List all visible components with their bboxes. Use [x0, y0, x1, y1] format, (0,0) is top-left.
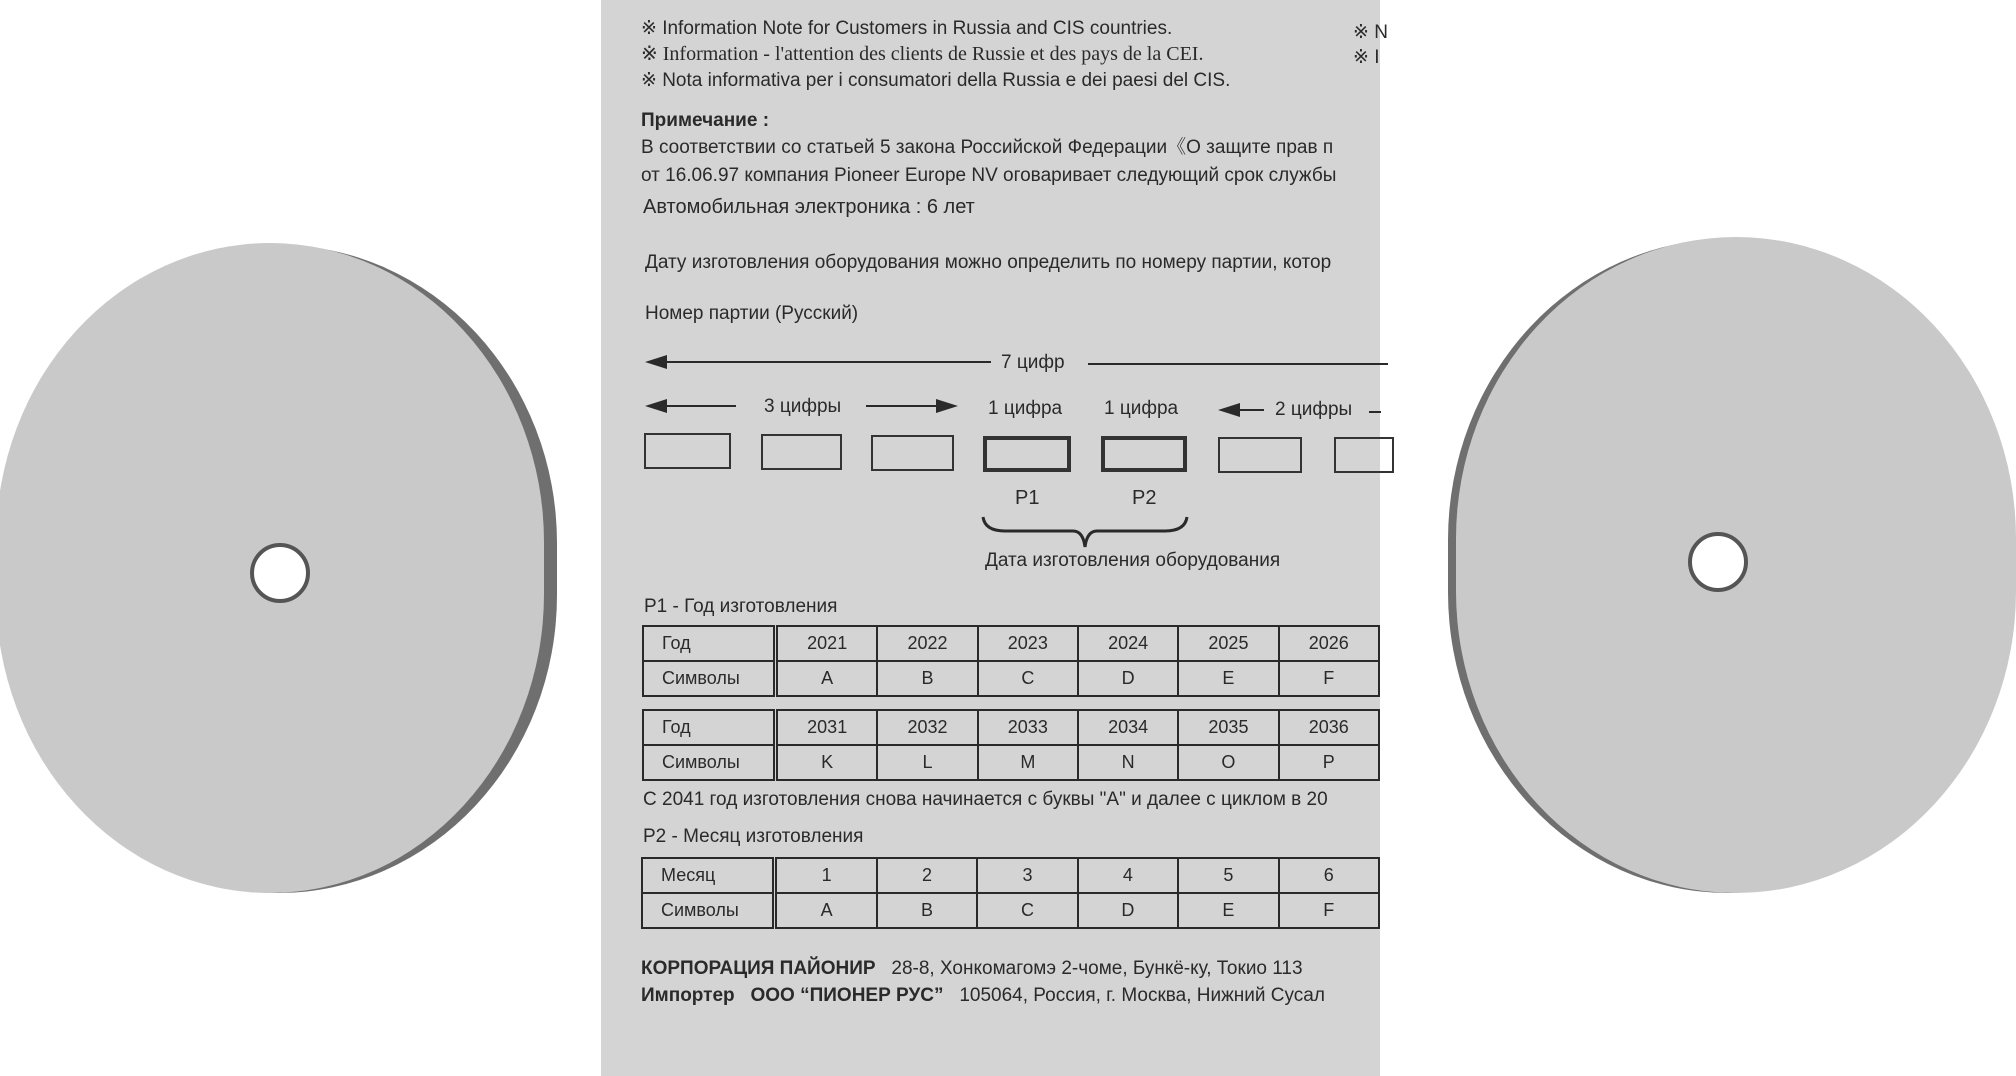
table-cell: F	[1279, 893, 1379, 928]
importer-line	[641, 985, 1325, 1007]
table-cell: 3	[977, 858, 1077, 893]
table-cell: 2033	[978, 710, 1078, 745]
table-cell: D	[1078, 661, 1178, 696]
table-cell: 2026	[1279, 626, 1379, 661]
table-cell: 2035	[1178, 710, 1278, 745]
digit-box	[871, 435, 954, 471]
felt-pad-left	[0, 245, 557, 893]
value-row	[642, 858, 1379, 893]
lot-title: Номер партии (Русский)	[645, 303, 859, 324]
table-cell: E	[1178, 893, 1278, 928]
table-cell: D	[1078, 893, 1178, 928]
importer-label: Импортер	[641, 985, 735, 1006]
importer-name: ООО “ПИОНЕР РУС”	[750, 985, 944, 1006]
importer-address: 105064, Россия, г. Москва, Нижний Сусал	[959, 985, 1325, 1006]
row-header: Месяц	[642, 858, 775, 893]
seven-digits-label: 7 цифр	[1001, 352, 1065, 373]
remark-title: Примечание :	[641, 110, 770, 131]
table-cell: 2031	[776, 710, 878, 745]
table-cell: 2024	[1078, 626, 1178, 661]
table-cell: O	[1178, 745, 1278, 780]
month-table	[641, 857, 1380, 929]
arrow-line	[1236, 409, 1264, 411]
value-row	[643, 626, 1379, 661]
date-intro: Дату изготовления оборудования можно определить по номеру партии, котор	[645, 252, 1332, 273]
table-cell: 2023	[978, 626, 1078, 661]
table-cell: 4	[1078, 858, 1178, 893]
arrow-line	[661, 405, 736, 407]
table-cell: 5	[1178, 858, 1278, 893]
table-cell: 2034	[1078, 710, 1178, 745]
year-table	[642, 625, 1380, 697]
note-en: ※ Information Note for Customers in Russia and CIS countries.	[641, 18, 1173, 39]
arrow-line	[866, 405, 941, 407]
corp-address: 28-8, Хонкомагомэ 2-чоме, Бункё-ку, Токио 113	[891, 958, 1303, 979]
three-digits-label: 3 цифры	[764, 396, 842, 417]
note-right-2: ※ I	[1353, 47, 1380, 68]
table-cell: 2025	[1178, 626, 1278, 661]
remark-line: от 16.06.97 компания Pioneer Europe NV оговаривает следующий срок службы	[641, 165, 1337, 186]
date-label: Дата изготовления оборудования	[985, 550, 1281, 571]
table-cell: 2	[877, 858, 977, 893]
corp-name: КОРПОРАЦИЯ ПАЙОНИР	[641, 958, 876, 979]
symbol-row	[642, 893, 1379, 928]
brace-icon	[981, 515, 1191, 551]
table-cell: E	[1178, 661, 1278, 696]
table-cell: 1	[775, 858, 877, 893]
value-row	[643, 710, 1379, 745]
digit-box	[1218, 437, 1302, 473]
arrow-line	[661, 361, 991, 363]
table-cell: C	[977, 893, 1077, 928]
table-cell: P	[1279, 745, 1379, 780]
p1-label: P1	[1015, 487, 1040, 509]
table-cell: L	[877, 745, 977, 780]
corp-line	[641, 958, 1303, 980]
symbol-row	[643, 745, 1379, 780]
pad-hole	[250, 543, 310, 603]
remark-line: Автомобильная электроника : 6 лет	[643, 196, 975, 218]
table-cell: B	[877, 893, 977, 928]
remark-line: В соответствии со статьей 5 закона Российской Федерации《О защите прав п	[641, 137, 1334, 158]
arrow-line	[1369, 411, 1381, 413]
two-digits-label: 2 цифры	[1275, 399, 1353, 420]
table-cell: B	[877, 661, 977, 696]
table-cell: C	[978, 661, 1078, 696]
digit-box	[644, 433, 731, 469]
table-cell: 2021	[776, 626, 878, 661]
cycle-note: С 2041 год изготовления снова начинается с буквы "А" и далее с циклом в 20	[643, 789, 1328, 810]
row-header: Год	[643, 626, 776, 661]
note-fr: ※ Information - l'attention des clients de Russie et des pays de la CEI.	[641, 43, 1204, 65]
digit-box	[1334, 437, 1394, 473]
symbol-row	[643, 661, 1379, 696]
table-cell: 6	[1279, 858, 1379, 893]
digit-box	[761, 434, 842, 470]
table-cell: M	[978, 745, 1078, 780]
table-cell: 2022	[877, 626, 977, 661]
p2-title: P2 - Месяц изготовления	[643, 826, 864, 847]
one-digit-label: 1 цифра	[1104, 398, 1179, 419]
felt-pad-right	[1448, 239, 2008, 893]
table-cell: A	[776, 661, 878, 696]
one-digit-label: 1 цифра	[988, 398, 1063, 419]
arrow-line	[1088, 363, 1388, 365]
digit-box-p1	[983, 436, 1071, 472]
row-header: Символы	[642, 893, 775, 928]
year-table	[642, 709, 1380, 781]
table-cell: F	[1279, 661, 1379, 696]
p1-title: P1 - Год изготовления	[644, 596, 838, 617]
p2-label: P2	[1132, 487, 1157, 509]
note-right-1: ※ N	[1353, 22, 1388, 43]
row-header: Символы	[643, 745, 776, 780]
arrow-right-icon	[936, 399, 958, 413]
note-it: ※ Nota informativa per i consumatori della Russia e dei paesi del CIS.	[641, 70, 1231, 91]
row-header: Символы	[643, 661, 776, 696]
table-cell: 2036	[1279, 710, 1379, 745]
digit-box-p2	[1101, 436, 1187, 472]
table-cell: N	[1078, 745, 1178, 780]
info-leaflet	[601, 0, 1388, 1076]
row-header: Год	[643, 710, 776, 745]
table-cell: 2032	[877, 710, 977, 745]
table-cell: A	[775, 893, 877, 928]
table-cell: K	[776, 745, 878, 780]
pad-hole	[1688, 532, 1748, 592]
